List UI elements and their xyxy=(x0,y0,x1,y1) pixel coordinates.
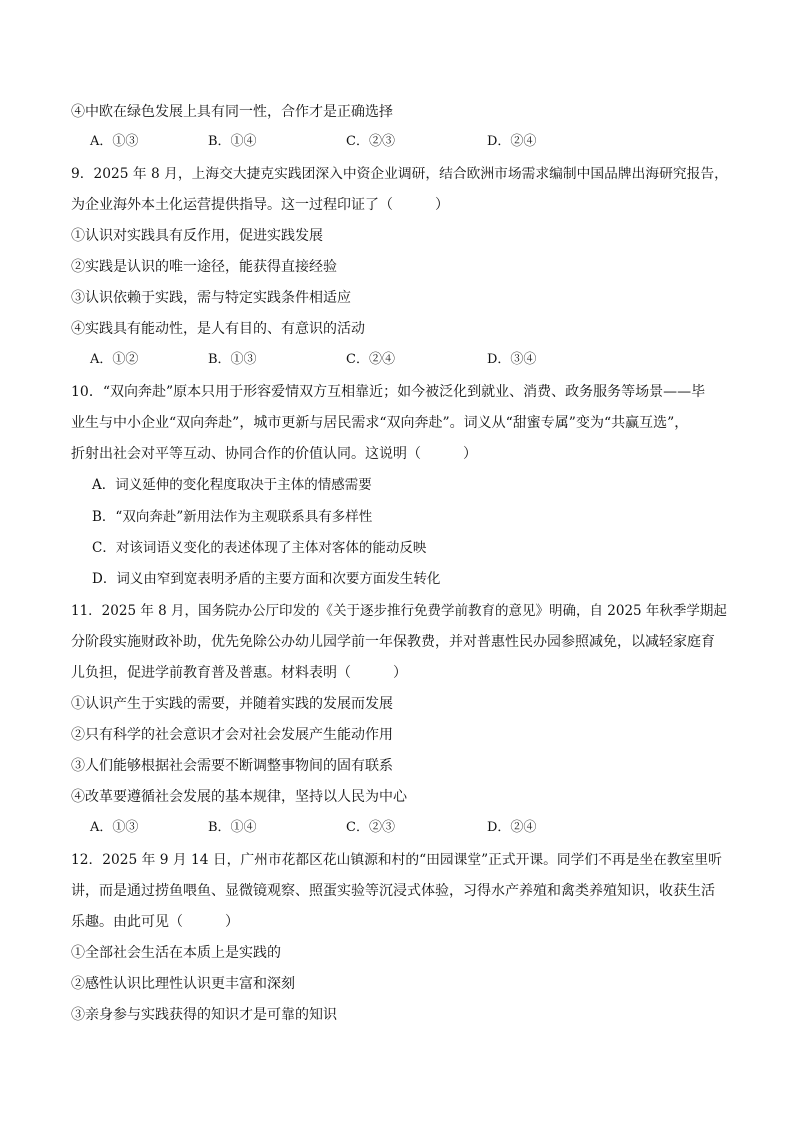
q10-option-a[interactable]: A．词义延伸的变化程度取决于主体的情感需要 xyxy=(92,477,372,493)
q12-item-2: ②感性认识比理性认识更丰富和深刻 xyxy=(71,976,295,992)
q9-option-c[interactable]: C．②④ xyxy=(346,352,395,367)
q10-stem-line-2: 业生与中小企业“双向奔赴”，城市更新与居民需求“双向奔赴”。词义从“甜蜜专属”变为“共赢互选”， xyxy=(71,415,689,431)
q9-item-3: ③认识依赖于实践，需与特定实践条件相适应 xyxy=(71,290,351,306)
q12-item-1: ①全部社会生活在本质上是实践的 xyxy=(71,945,281,961)
q9-stem-line-2: 为企业海外本土化运营提供指导。这一过程印证了（ ） xyxy=(71,197,449,213)
q11-item-1: ①认识产生于实践的需要，并随着实践的发展而发展 xyxy=(71,696,393,712)
q10-option-d[interactable]: D．词义由窄到宽表明矛盾的主要方面和次要方面发生转化 xyxy=(92,571,441,587)
q11-option-a[interactable]: A．①③ xyxy=(90,820,139,835)
q12-stem-line-2: 讲，而是通过捞鱼喂鱼、显微镜观察、照蛋实验等沉浸式体验，习得水产养殖和禽类养殖知识，收获生活 xyxy=(71,883,715,899)
q8-option-c[interactable]: C．②③ xyxy=(346,134,395,149)
q10-option-b[interactable]: B．“双向奔赴”新用法作为主观联系具有多样性 xyxy=(92,509,373,525)
q9-option-d[interactable]: D．③④ xyxy=(487,352,537,367)
q11-item-2: ②只有科学的社会意识才会对社会发展产生能动作用 xyxy=(71,727,393,743)
q11-option-d[interactable]: D．②④ xyxy=(487,820,537,835)
q11-item-3: ③人们能够根据社会需要不断调整事物间的固有联系 xyxy=(71,758,393,774)
q10-stem-line-3: 折射出社会对平等互动、协同合作的价值认同。这说明（ ） xyxy=(71,446,477,462)
q11-option-c[interactable]: C．②③ xyxy=(346,820,395,835)
q10-stem-line-1: 10．“双向奔赴”原本只用于形容爱情双方互相靠近；如今被泛化到就业、消费、政务服务等场景——毕 xyxy=(71,384,706,400)
q9-stem-line-1: 9．2025 年 8 月，上海交大捷克实践团深入中资企业调研，结合欧洲市场需求编制中国品牌出海研究报告， xyxy=(71,166,728,182)
q9-item-1: ①认识对实践具有反作用，促进实践发展 xyxy=(71,228,323,244)
q12-item-3: ③亲身参与实践获得的知识才是可靠的知识 xyxy=(71,1007,337,1023)
q12-stem-line-3: 乐趣。由此可见（ ） xyxy=(71,914,239,930)
q8-item-4: ④中欧在绿色发展上具有同一性，合作才是正确选择 xyxy=(71,104,393,120)
q9-option-a[interactable]: A．①② xyxy=(90,352,139,367)
q11-stem-line-1: 11．2025 年 8 月，国务院办公厅印发的《关于逐步推行免费学前教育的意见》明确，自 2025 年秋季学期起 xyxy=(71,603,727,619)
q8-option-d[interactable]: D．②④ xyxy=(487,134,537,149)
q9-item-4: ④实践具有能动性，是人有目的、有意识的活动 xyxy=(71,321,365,337)
q10-option-c[interactable]: C．对该词语义变化的表述体现了主体对客体的能动反映 xyxy=(92,540,427,556)
q8-option-b[interactable]: B．①④ xyxy=(208,134,257,149)
q11-stem-line-3: 儿负担，促进学前教育普及普惠。材料表明（ ） xyxy=(71,665,407,681)
q9-item-2: ②实践是认识的唯一途径，能获得直接经验 xyxy=(71,259,337,275)
q9-option-b[interactable]: B．①③ xyxy=(208,352,257,367)
q11-item-4: ④改革要遵循社会发展的基本规律，坚持以人民为中心 xyxy=(71,789,407,805)
q12-stem-line-1: 12．2025 年 9 月 14 日，广州市花都区花山镇源和村的“田园课堂”正式开课。同学们不再是坐在教室里听 xyxy=(71,852,722,868)
q8-option-a[interactable]: A．①③ xyxy=(90,134,139,149)
q11-option-b[interactable]: B．①④ xyxy=(208,820,257,835)
q11-stem-line-2: 分阶段实施财政补助，优先免除公办幼儿园学前一年保教费，并对普惠性民办园参照减免，以减轻家庭育 xyxy=(71,634,715,650)
